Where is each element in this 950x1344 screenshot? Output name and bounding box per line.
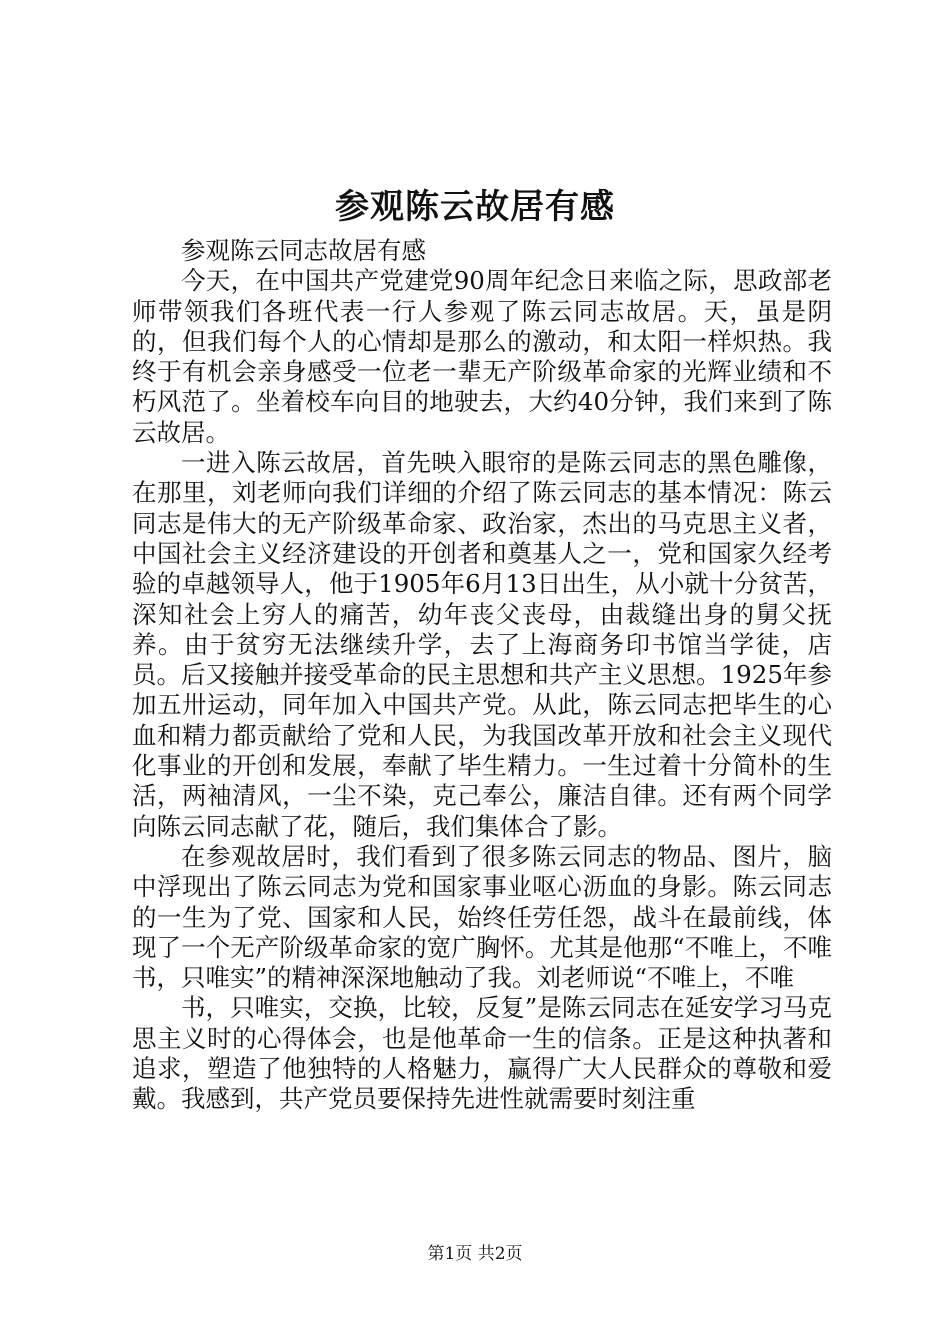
body-paragraph: 一进入陈云故居，首先映入眼帘的是陈云同志的黑色雕像，在那里，刘老师向我们详细的介绍了陈云同志的基本情况：陈云同志是伟大的无产阶级革命家、政治家，杰出的马克思主义者，中国社会主义经济建设的开创者和奠基人之一，党和国家久经考验的卓越领导人，他于1905年6月13日出生，从小就十分贫苦，深知社会上穷人的痛苦，幼年丧父丧母，由裁缝出身的舅父抚养。由于贫穷无法继续升学，去了上海商务印书馆当学徒，店员。后又接触并接受革命的民主思想和共产主义思想。1925年参加五卅运动，同年加入中国共产党。从此，陈云同志把毕生的心血和精力都贡献给了党和人民，为我国改革开放和社会主义现代化事业的开创和发展，奉献了毕生精力。一生过着十分简朴的生活，两袖清风，一尘不染，克己奉公，廉洁自律。还有两个同学向陈云同志献了花，随后，我们集体合了影。 [132,448,832,841]
body-paragraph: 今天，在中国共产党建党90周年纪念日来临之际，思政部老师带领我们各班代表一行人参观了陈云同志故居。天，虽是阴的，但我们每个人的心情却是那么的激动，和太阳一样炽热。我终于有机会亲身感受一位老一辈无产阶级革命家的光辉业绩和不朽风范了。坐着校车向目的地驶去，大约40分钟，我们来到了陈云故居。 [132,266,832,447]
subtitle-paragraph: 参观陈云同志故居有感 [181,236,426,265]
document-title: 参观陈云故居有感 [335,187,615,227]
body-paragraph: 在参观故居时，我们看到了很多陈云同志的物品、图片，脑中浮现出了陈云同志为党和国家事业呕心沥血的身影。陈云同志的一生为了党、国家和人民，始终任劳任怨，战斗在最前线，体现了一个无产阶级革命家的宽广胸怀。尤其是他那“不唯上，不唯书，只唯实”的精神深深地触动了我。刘老师说“不唯上，不唯 [132,841,832,993]
body-paragraph: 书，只唯实，交换，比较，反复”是陈云同志在延安学习马克思主义时的心得体会，也是他革命一生的信条。正是这种执著和追求，塑造了他独特的人格魅力，赢得广大人民群众的尊敬和爱戴。我感到，共产党员要保持先进性就需要时刻注重 [132,993,832,1114]
page-footer: 第1页 共2页 [427,1244,523,1264]
document-body [132,236,832,1115]
